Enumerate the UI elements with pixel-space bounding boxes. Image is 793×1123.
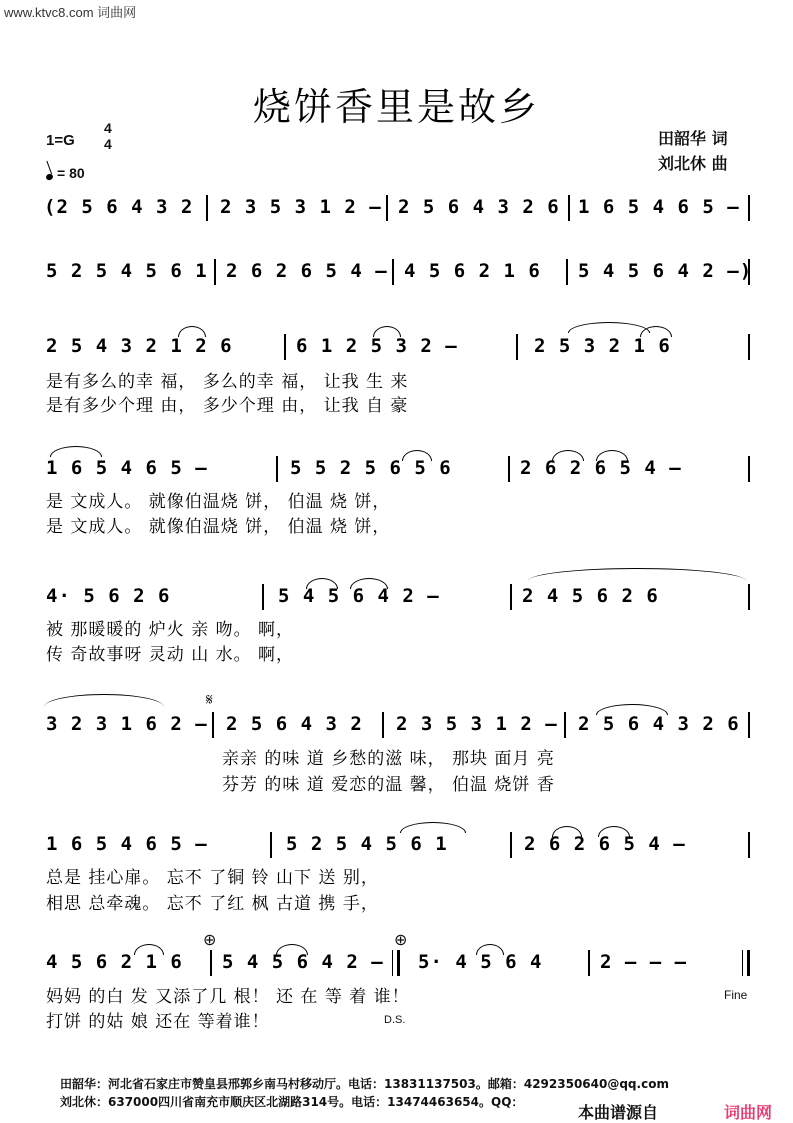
time-signature (104, 120, 112, 152)
lyric-verse-1: 妈妈 的白 发 又添了几 根！ 还 在 等 着 谁！ (46, 987, 410, 1007)
lyric-verse-1: 被 那暖暖的 炉火 亲 吻。 啊， (46, 620, 295, 640)
source-label: 本曲谱源自 (578, 1103, 659, 1122)
quarter-note-icon (45, 173, 54, 181)
measure-notes: 2 5 4 3 2 1 2 6 (46, 335, 233, 357)
barline (206, 195, 208, 221)
coda-sign: ⊕ (203, 930, 217, 949)
measure-notes: 2 5 6 4 3 2 6 (398, 196, 560, 218)
measure-notes: 1 6 5 4 6 5 – (578, 196, 740, 218)
lyricist-credit: 田韶华 词 (658, 129, 728, 148)
barline (748, 456, 750, 482)
lyric-verse-2: 芬芳 的味 道 爱恋的温 馨， 伯温 烧饼 香 (222, 775, 555, 795)
measure-notes: 5 2 5 4 5 6 1 (46, 260, 208, 282)
song-title: 烧饼香里是故乡 (252, 85, 540, 129)
lyric-verse-1: 是有多么的幸 福， 多么的幸 福， 让我 生 来 (46, 372, 409, 392)
composer-contact: 刘北休：637000四川省南充市顺庆区北湖路314号。电话：13474463654。QQ： (60, 1095, 524, 1109)
measure-notes: 2 5 6 4 3 2 (226, 713, 363, 735)
barline (397, 950, 400, 976)
barline (510, 584, 512, 610)
barline (588, 950, 590, 976)
lyric-verse-1: 总是 挂心扉。 忘不 了铜 铃 山下 送 别， (46, 868, 379, 888)
coda-sign: ⊕ (394, 930, 408, 949)
measure-notes: 5 5 2 5 6 5 6 (290, 457, 452, 479)
barline (214, 259, 216, 285)
measure-notes: 2 5 6 4 3 2 6 (578, 713, 740, 735)
barline (566, 259, 568, 285)
measure-notes: 2 3 5 3 1 2 – (220, 196, 382, 218)
measure-notes: 2 – – – (600, 951, 688, 973)
measure-notes: 2 3 5 3 1 2 – (396, 713, 558, 735)
long-slur (528, 568, 746, 581)
lyric-verse-2: 传 奇故事呀 灵动 山 水。 啊， (46, 645, 295, 665)
measure-notes: 6 1 2 5 3 2 – (296, 335, 458, 357)
measure-notes: 4 5 6 2 1 6 (404, 260, 541, 282)
measure-notes: 3 2 3 1 6 2 – (46, 713, 208, 735)
measure-notes: 2 6 2 6 5 4 – (524, 833, 686, 855)
barline (392, 950, 393, 976)
tempo-value: = 80 (57, 165, 85, 181)
lyric-verse-1: 是 文成人。 就像伯温烧 饼， 伯温 烧 饼， (46, 492, 391, 512)
measure-notes: 5 4 5 6 4 2 –) (578, 260, 753, 282)
measure-notes: 5· 4 5 6 4 (418, 951, 543, 973)
barline (516, 334, 518, 360)
measure-notes: 4 5 6 2 1 6 (46, 951, 183, 973)
lyric-verse-2: 打饼 的姑 娘 还在 等着谁！ (46, 1012, 270, 1032)
barline (276, 456, 278, 482)
lyric-verse-1: 亲亲 的味 道 乡愁的滋 味， 那块 面月 亮 (222, 749, 555, 769)
measure-notes: 5 4 5 6 4 2 – (278, 585, 440, 607)
barline (386, 195, 388, 221)
slur (568, 322, 650, 333)
lyric-verse-2: 是 文成人。 就像伯温烧 饼， 伯温 烧 饼， (46, 517, 391, 537)
barline (210, 950, 212, 976)
barline (270, 832, 272, 858)
measure-notes: 1 6 5 4 6 5 – (46, 457, 208, 479)
composer-credit: 刘北休 曲 (658, 154, 728, 173)
barline (212, 712, 214, 738)
site-watermark: www.ktvc8.com 词曲网 (4, 5, 137, 20)
measure-notes: 2 5 3 2 1 6 (534, 335, 671, 357)
ds-marking: D.S. (384, 1014, 406, 1026)
lyric-verse-2: 相思 总牵魂。 忘不 了红 枫 古道 携 手， (46, 894, 379, 914)
barline (382, 712, 384, 738)
barline (510, 832, 512, 858)
long-slur (44, 694, 164, 707)
key-signature: 1=G (46, 132, 75, 149)
time-bottom: 4 (104, 136, 112, 152)
tempo-marking (46, 165, 85, 181)
barline (748, 832, 750, 858)
measure-notes: 4· 5 6 2 6 (46, 585, 171, 607)
barline (508, 456, 510, 482)
barline (568, 195, 570, 221)
barline (748, 195, 750, 221)
barline (284, 334, 286, 360)
barline (748, 584, 750, 610)
site-logo: 词曲网 (724, 1103, 773, 1122)
measure-notes: 2 6 2 6 5 4 – (520, 457, 682, 479)
segno-sign: 𝄋 (206, 690, 213, 709)
barline (564, 712, 566, 738)
lyric-verse-2: 是有多少个理 由， 多少个理 由， 让我 自 豪 (46, 396, 409, 416)
fine-marking: Fine (724, 988, 748, 1002)
measure-notes: 2 6 2 6 5 4 – (226, 260, 388, 282)
barline (262, 584, 264, 610)
measure-notes: (2 5 6 4 3 2 (44, 196, 194, 218)
slur (50, 446, 102, 457)
barline (748, 712, 750, 738)
measure-notes: 5 2 5 4 5 6 1 (286, 833, 448, 855)
barline (392, 259, 394, 285)
measure-notes: 1 6 5 4 6 5 – (46, 833, 208, 855)
lyricist-contact: 田韶华：河北省石家庄市赞皇县邢郭乡南马村移动厅。电话：13831137503。邮箱：4292350640@qq.com (60, 1077, 669, 1091)
measure-notes: 5 4 5 6 4 2 – (222, 951, 384, 973)
barline (748, 334, 750, 360)
final-barline (747, 950, 750, 976)
measure-notes: 2 4 5 6 2 6 (522, 585, 659, 607)
time-top: 4 (104, 120, 112, 136)
barline (742, 950, 743, 976)
slur (400, 822, 466, 833)
